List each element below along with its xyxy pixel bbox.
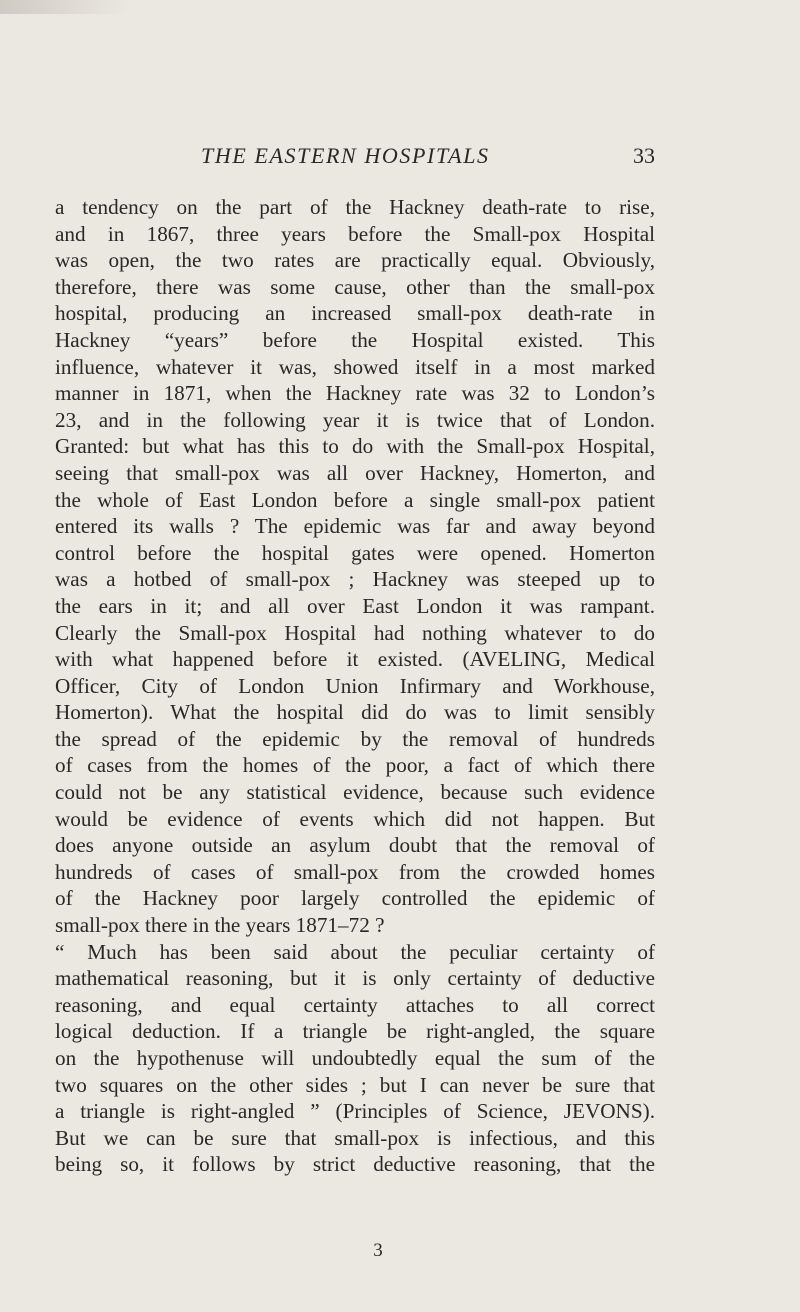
text-line: But we can be sure that small-pox is infectious, and this <box>55 1125 655 1150</box>
text-line: the whole of East London before a single small-pox patient <box>55 487 655 512</box>
text-line: with what happened before it existed. (AVELING, Medical <box>55 647 655 672</box>
text-line: Homerton). What the hospital did do was to limit sensibly <box>55 700 655 725</box>
text-line: therefore, there was some cause, other than the small-pox <box>55 274 655 299</box>
text-line: Officer, City of London Union Infirmary and Workhouse, <box>55 673 655 698</box>
text-line: hundreds of cases of small-pox from the crowded homes <box>55 859 655 884</box>
text-line: manner in 1871, when the Hackney rate was 32 to London’s <box>55 381 655 406</box>
text-line: control before the hospital gates were opened. Homerton <box>55 540 655 565</box>
signature-mark-text: 3 <box>373 1240 383 1261</box>
text-line: reasoning, and equal certainty attaches to all correct <box>55 992 655 1017</box>
text-line: 23, and in the following year it is twice that of London. <box>55 407 655 432</box>
text-line: the spread of the epidemic by the removal of hundreds <box>55 726 655 751</box>
text-line: a tendency on the part of the Hackney death-rate to rise, <box>55 195 655 219</box>
text-line: two squares on the other sides ; but I can never be sure that <box>55 1072 655 1097</box>
body-text <box>55 194 655 1178</box>
text-line: entered its walls ? The epidemic was far and away beyond <box>55 514 655 539</box>
text-line: Clearly the Small-pox Hospital had nothing whatever to do <box>55 620 655 645</box>
text-line: logical deduction. If a triangle be right-angled, the square <box>55 1019 655 1044</box>
text-line: the ears in it; and all over East London it was rampant. <box>55 593 655 618</box>
page-edge-shadow <box>0 0 130 14</box>
text-line: was a hotbed of small-pox ; Hackney was steeped up to <box>55 567 655 592</box>
text-line: could not be any statistical evidence, because such evidence <box>55 780 655 805</box>
text-line: would be evidence of events which did not happen. But <box>55 806 655 831</box>
text-line: a triangle is right-angled ” (Principles of Science, JEVONS). <box>55 1099 655 1124</box>
text-line: Granted: but what has this to do with the Small-pox Hospital, <box>55 434 655 459</box>
text-line: being so, it follows by strict deductive reasoning, that the <box>55 1152 655 1177</box>
text-line: mathematical reasoning, but it is only certainty of deductive <box>55 966 655 991</box>
running-title: THE EASTERN HOSPITALS <box>201 143 490 168</box>
page-number: 33 <box>633 143 655 168</box>
text-line: of cases from the homes of the poor, a fact of which there <box>55 753 655 778</box>
text-line: Hackney “years” before the Hospital existed. This <box>55 327 655 352</box>
text-line: was open, the two rates are practically equal. Obviously, <box>55 248 655 273</box>
text-line: “ Much has been said about the peculiar certainty of <box>55 939 655 964</box>
text-line: and in 1867, three years before the Small-pox Hospital <box>55 221 655 246</box>
signature-mark <box>55 1240 655 1266</box>
running-head <box>55 143 655 173</box>
text-line: influence, whatever it was, showed itself in a most marked <box>55 354 655 379</box>
text-line: does anyone outside an asylum doubt that the removal of <box>55 833 655 858</box>
text-line: hospital, producing an increased small-pox death-rate in <box>55 301 655 326</box>
text-line: of the Hackney poor largely controlled the epidemic of <box>55 886 655 911</box>
text-line: seeing that small-pox was all over Hackney, Homerton, and <box>55 460 655 485</box>
text-line: small-pox there in the years 1871–72 ? <box>55 913 385 938</box>
text-line: on the hypothenuse will undoubtedly equal the sum of the <box>55 1046 655 1070</box>
